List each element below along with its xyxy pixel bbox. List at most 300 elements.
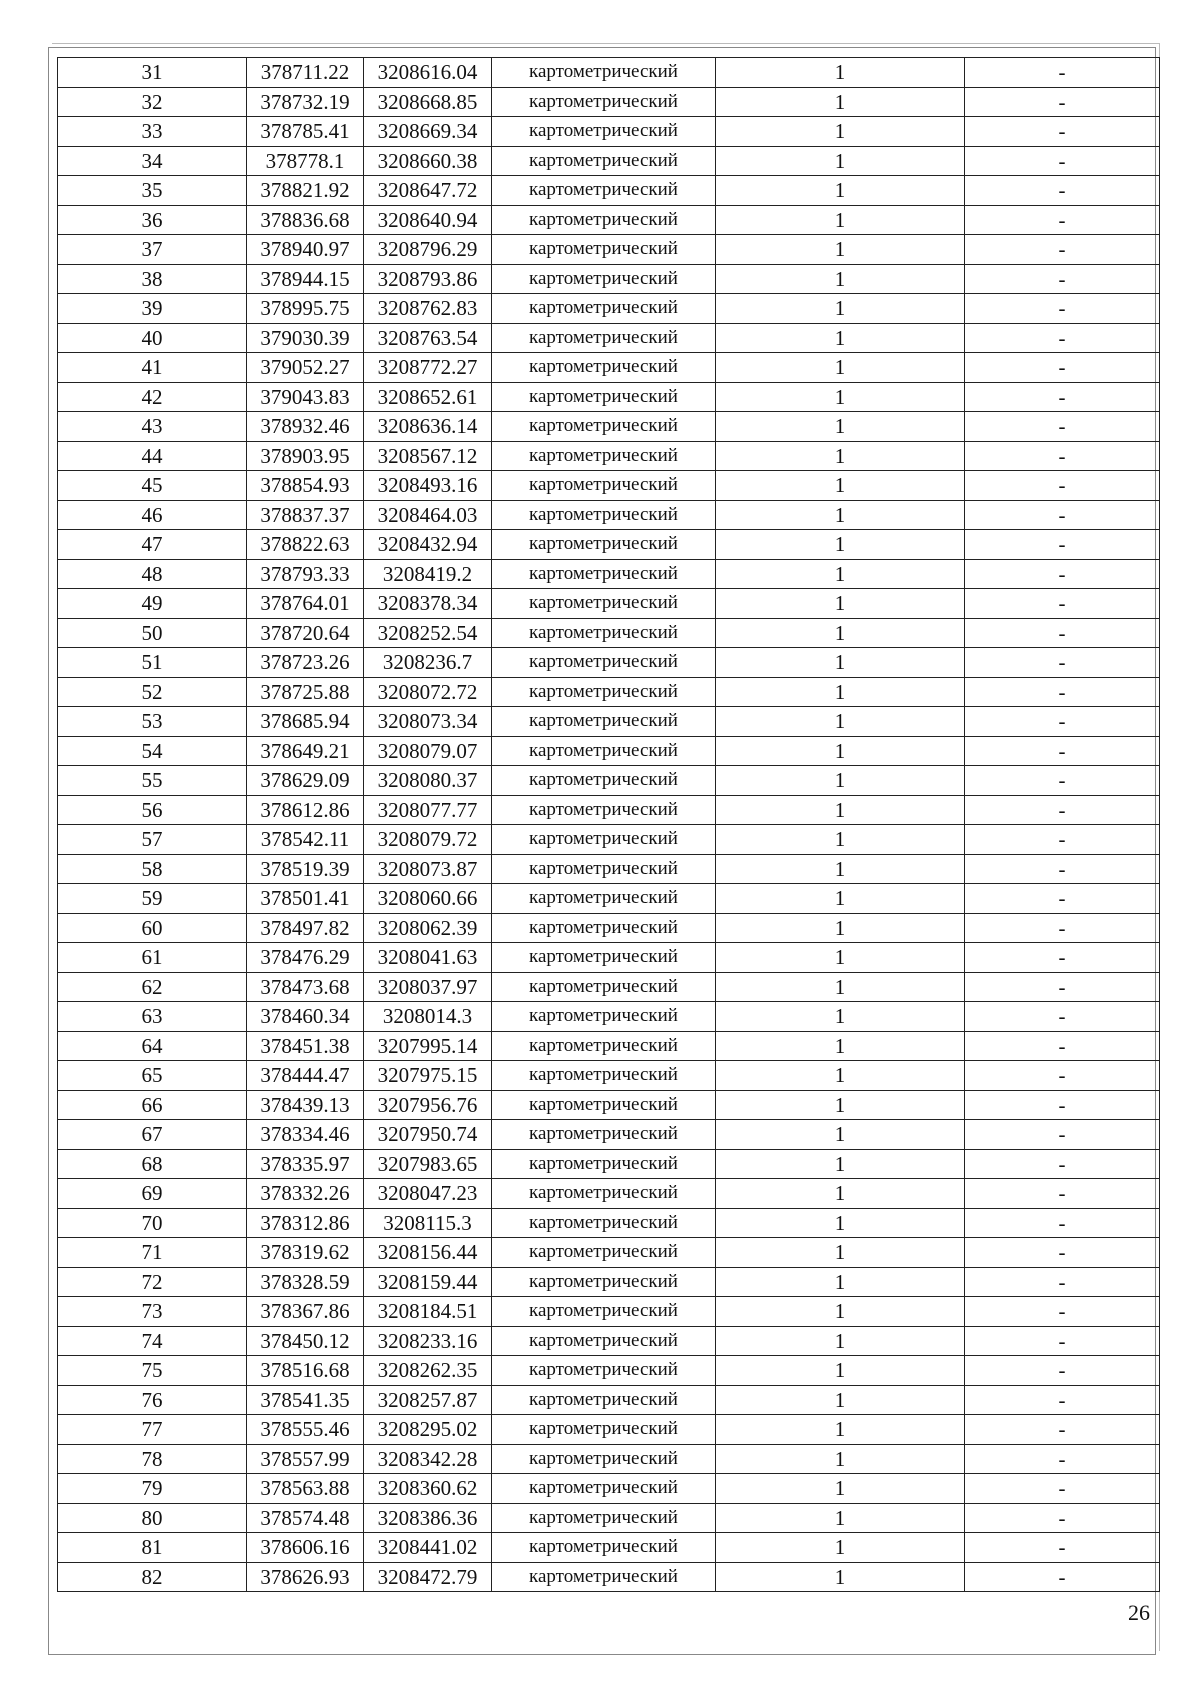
description-cell: -	[965, 1090, 1160, 1120]
point-number-cell: 39	[58, 294, 247, 324]
x-coordinate-cell: 378932.46	[247, 412, 364, 442]
x-coordinate-cell: 378720.64	[247, 618, 364, 648]
point-number-cell: 79	[58, 1474, 247, 1504]
x-coordinate-cell: 378501.41	[247, 884, 364, 914]
accuracy-cell: 1	[716, 1385, 965, 1415]
description-cell: -	[965, 972, 1160, 1002]
point-number-cell: 42	[58, 382, 247, 412]
method-cell: картометрический	[492, 766, 716, 796]
description-cell: -	[965, 117, 1160, 147]
y-coordinate-cell: 3208660.38	[364, 146, 492, 176]
y-coordinate-cell: 3208060.66	[364, 884, 492, 914]
table-row	[58, 825, 1160, 855]
table-row	[58, 146, 1160, 176]
description-cell: -	[965, 500, 1160, 530]
table-row	[58, 1326, 1160, 1356]
description-cell: -	[965, 176, 1160, 206]
table-row	[58, 1238, 1160, 1268]
x-coordinate-cell: 378555.46	[247, 1415, 364, 1445]
description-cell: -	[965, 1297, 1160, 1327]
accuracy-cell: 1	[716, 589, 965, 619]
accuracy-cell: 1	[716, 825, 965, 855]
accuracy-cell: 1	[716, 1149, 965, 1179]
method-cell: картометрический	[492, 1562, 716, 1592]
point-number-cell: 75	[58, 1356, 247, 1386]
accuracy-cell: 1	[716, 943, 965, 973]
y-coordinate-cell: 3208441.02	[364, 1533, 492, 1563]
point-number-cell: 76	[58, 1385, 247, 1415]
y-coordinate-cell: 3208159.44	[364, 1267, 492, 1297]
accuracy-cell: 1	[716, 1002, 965, 1032]
table-row	[58, 795, 1160, 825]
point-number-cell: 57	[58, 825, 247, 855]
table-row	[58, 294, 1160, 324]
method-cell: картометрический	[492, 87, 716, 117]
y-coordinate-cell: 3208616.04	[364, 58, 492, 88]
point-number-cell: 63	[58, 1002, 247, 1032]
x-coordinate-cell: 378476.29	[247, 943, 364, 973]
point-number-cell: 74	[58, 1326, 247, 1356]
table-row	[58, 559, 1160, 589]
description-cell: -	[965, 323, 1160, 353]
y-coordinate-cell: 3208077.77	[364, 795, 492, 825]
point-number-cell: 58	[58, 854, 247, 884]
x-coordinate-cell: 378854.93	[247, 471, 364, 501]
table-row	[58, 972, 1160, 1002]
description-cell: -	[965, 1444, 1160, 1474]
x-coordinate-cell: 378793.33	[247, 559, 364, 589]
point-number-cell: 31	[58, 58, 247, 88]
description-cell: -	[965, 1179, 1160, 1209]
table-row	[58, 1120, 1160, 1150]
description-cell: -	[965, 648, 1160, 678]
description-cell: -	[965, 1002, 1160, 1032]
accuracy-cell: 1	[716, 235, 965, 265]
accuracy-cell: 1	[716, 87, 965, 117]
method-cell: картометрический	[492, 58, 716, 88]
x-coordinate-cell: 378439.13	[247, 1090, 364, 1120]
x-coordinate-cell: 378473.68	[247, 972, 364, 1002]
y-coordinate-cell: 3207950.74	[364, 1120, 492, 1150]
x-coordinate-cell: 378319.62	[247, 1238, 364, 1268]
y-coordinate-cell: 3208636.14	[364, 412, 492, 442]
description-cell: -	[965, 412, 1160, 442]
y-coordinate-cell: 3208080.37	[364, 766, 492, 796]
method-cell: картометрический	[492, 117, 716, 147]
accuracy-cell: 1	[716, 559, 965, 589]
description-cell: -	[965, 825, 1160, 855]
description-cell: -	[965, 235, 1160, 265]
x-coordinate-cell: 378450.12	[247, 1326, 364, 1356]
y-coordinate-cell: 3208360.62	[364, 1474, 492, 1504]
point-number-cell: 71	[58, 1238, 247, 1268]
accuracy-cell: 1	[716, 441, 965, 471]
description-cell: -	[965, 471, 1160, 501]
point-number-cell: 35	[58, 176, 247, 206]
table-row	[58, 618, 1160, 648]
description-cell: -	[965, 1149, 1160, 1179]
accuracy-cell: 1	[716, 294, 965, 324]
description-cell: -	[965, 618, 1160, 648]
method-cell: картометрический	[492, 736, 716, 766]
x-coordinate-cell: 378822.63	[247, 530, 364, 560]
point-number-cell: 34	[58, 146, 247, 176]
method-cell: картометрический	[492, 913, 716, 943]
table-row	[58, 1002, 1160, 1032]
method-cell: картометрический	[492, 1326, 716, 1356]
method-cell: картометрический	[492, 677, 716, 707]
y-coordinate-cell: 3208079.72	[364, 825, 492, 855]
x-coordinate-cell: 378312.86	[247, 1208, 364, 1238]
x-coordinate-cell: 378519.39	[247, 854, 364, 884]
x-coordinate-cell: 378557.99	[247, 1444, 364, 1474]
table-row	[58, 382, 1160, 412]
method-cell: картометрический	[492, 323, 716, 353]
method-cell: картометрический	[492, 1297, 716, 1327]
y-coordinate-cell: 3207995.14	[364, 1031, 492, 1061]
method-cell: картометрический	[492, 589, 716, 619]
y-coordinate-cell: 3208257.87	[364, 1385, 492, 1415]
page-number: 26	[1128, 1600, 1150, 1625]
x-coordinate-cell: 378836.68	[247, 205, 364, 235]
method-cell: картометрический	[492, 176, 716, 206]
accuracy-cell: 1	[716, 677, 965, 707]
point-number-cell: 81	[58, 1533, 247, 1563]
accuracy-cell: 1	[716, 707, 965, 737]
method-cell: картометрический	[492, 294, 716, 324]
x-coordinate-cell: 378460.34	[247, 1002, 364, 1032]
accuracy-cell: 1	[716, 205, 965, 235]
x-coordinate-cell: 378940.97	[247, 235, 364, 265]
description-cell: -	[965, 1267, 1160, 1297]
description-cell: -	[965, 854, 1160, 884]
accuracy-cell: 1	[716, 530, 965, 560]
table-row	[58, 1267, 1160, 1297]
method-cell: картометрический	[492, 1474, 716, 1504]
table-row	[58, 707, 1160, 737]
point-number-cell: 70	[58, 1208, 247, 1238]
x-coordinate-cell: 378444.47	[247, 1061, 364, 1091]
x-coordinate-cell: 378837.37	[247, 500, 364, 530]
method-cell: картометрический	[492, 382, 716, 412]
description-cell: -	[965, 1326, 1160, 1356]
description-cell: -	[965, 913, 1160, 943]
x-coordinate-cell: 378629.09	[247, 766, 364, 796]
x-coordinate-cell: 378785.41	[247, 117, 364, 147]
method-cell: картометрический	[492, 1444, 716, 1474]
accuracy-cell: 1	[716, 412, 965, 442]
y-coordinate-cell: 3208493.16	[364, 471, 492, 501]
y-coordinate-cell: 3208073.87	[364, 854, 492, 884]
y-coordinate-cell: 3208156.44	[364, 1238, 492, 1268]
x-coordinate-cell: 379052.27	[247, 353, 364, 383]
description-cell: -	[965, 707, 1160, 737]
y-coordinate-cell: 3208567.12	[364, 441, 492, 471]
method-cell: картометрический	[492, 943, 716, 973]
x-coordinate-cell: 378563.88	[247, 1474, 364, 1504]
description-cell: -	[965, 589, 1160, 619]
description-cell: -	[965, 353, 1160, 383]
description-cell: -	[965, 884, 1160, 914]
point-number-cell: 53	[58, 707, 247, 737]
table-row	[58, 1385, 1160, 1415]
point-number-cell: 48	[58, 559, 247, 589]
point-number-cell: 43	[58, 412, 247, 442]
method-cell: картометрический	[492, 1120, 716, 1150]
accuracy-cell: 1	[716, 795, 965, 825]
method-cell: картометрический	[492, 235, 716, 265]
y-coordinate-cell: 3208041.63	[364, 943, 492, 973]
table-row	[58, 58, 1160, 88]
x-coordinate-cell: 378725.88	[247, 677, 364, 707]
x-coordinate-cell: 378451.38	[247, 1031, 364, 1061]
y-coordinate-cell: 3208342.28	[364, 1444, 492, 1474]
point-number-cell: 49	[58, 589, 247, 619]
accuracy-cell: 1	[716, 500, 965, 530]
table-row	[58, 648, 1160, 678]
x-coordinate-cell: 378542.11	[247, 825, 364, 855]
point-number-cell: 82	[58, 1562, 247, 1592]
y-coordinate-cell: 3208014.3	[364, 1002, 492, 1032]
point-number-cell: 68	[58, 1149, 247, 1179]
table-row	[58, 176, 1160, 206]
accuracy-cell: 1	[716, 1562, 965, 1592]
y-coordinate-cell: 3208262.35	[364, 1356, 492, 1386]
x-coordinate-cell: 378328.59	[247, 1267, 364, 1297]
table-row	[58, 353, 1160, 383]
description-cell: -	[965, 795, 1160, 825]
method-cell: картометрический	[492, 500, 716, 530]
description-cell: -	[965, 530, 1160, 560]
accuracy-cell: 1	[716, 648, 965, 678]
method-cell: картометрический	[492, 1179, 716, 1209]
coordinates-table-body	[58, 58, 1160, 1592]
y-coordinate-cell: 3208652.61	[364, 382, 492, 412]
table-row	[58, 884, 1160, 914]
point-number-cell: 69	[58, 1179, 247, 1209]
table-row	[58, 1297, 1160, 1327]
description-cell: -	[965, 1474, 1160, 1504]
table-row	[58, 913, 1160, 943]
table-row	[58, 441, 1160, 471]
point-number-cell: 61	[58, 943, 247, 973]
point-number-cell: 37	[58, 235, 247, 265]
table-row	[58, 677, 1160, 707]
point-number-cell: 78	[58, 1444, 247, 1474]
description-cell: -	[965, 146, 1160, 176]
description-cell: -	[965, 766, 1160, 796]
x-coordinate-cell: 378334.46	[247, 1120, 364, 1150]
table-row	[58, 235, 1160, 265]
table-row	[58, 471, 1160, 501]
x-coordinate-cell: 378606.16	[247, 1533, 364, 1563]
accuracy-cell: 1	[716, 1474, 965, 1504]
x-coordinate-cell: 378649.21	[247, 736, 364, 766]
table-row	[58, 943, 1160, 973]
accuracy-cell: 1	[716, 1356, 965, 1386]
x-coordinate-cell: 378944.15	[247, 264, 364, 294]
y-coordinate-cell: 3208037.97	[364, 972, 492, 1002]
description-cell: -	[965, 677, 1160, 707]
y-coordinate-cell: 3207983.65	[364, 1149, 492, 1179]
point-number-cell: 45	[58, 471, 247, 501]
x-coordinate-cell: 378821.92	[247, 176, 364, 206]
description-cell: -	[965, 441, 1160, 471]
y-coordinate-cell: 3208073.34	[364, 707, 492, 737]
y-coordinate-cell: 3208763.54	[364, 323, 492, 353]
accuracy-cell: 1	[716, 972, 965, 1002]
point-number-cell: 38	[58, 264, 247, 294]
description-cell: -	[965, 294, 1160, 324]
x-coordinate-cell: 378732.19	[247, 87, 364, 117]
accuracy-cell: 1	[716, 382, 965, 412]
description-cell: -	[965, 736, 1160, 766]
method-cell: картометрический	[492, 1090, 716, 1120]
method-cell: картометрический	[492, 795, 716, 825]
accuracy-cell: 1	[716, 471, 965, 501]
table-row	[58, 323, 1160, 353]
description-cell: -	[965, 382, 1160, 412]
x-coordinate-cell: 378332.26	[247, 1179, 364, 1209]
y-coordinate-cell: 3208062.39	[364, 913, 492, 943]
method-cell: картометрический	[492, 205, 716, 235]
accuracy-cell: 1	[716, 1415, 965, 1445]
point-number-cell: 36	[58, 205, 247, 235]
method-cell: картометрический	[492, 1031, 716, 1061]
description-cell: -	[965, 264, 1160, 294]
y-coordinate-cell: 3207975.15	[364, 1061, 492, 1091]
table-row	[58, 589, 1160, 619]
table-row	[58, 530, 1160, 560]
accuracy-cell: 1	[716, 353, 965, 383]
point-number-cell: 51	[58, 648, 247, 678]
y-coordinate-cell: 3208233.16	[364, 1326, 492, 1356]
point-number-cell: 77	[58, 1415, 247, 1445]
accuracy-cell: 1	[716, 1267, 965, 1297]
point-number-cell: 40	[58, 323, 247, 353]
table-row	[58, 1149, 1160, 1179]
description-cell: -	[965, 1238, 1160, 1268]
accuracy-cell: 1	[716, 146, 965, 176]
table-row	[58, 117, 1160, 147]
point-number-cell: 46	[58, 500, 247, 530]
table-row	[58, 1415, 1160, 1445]
method-cell: картометрический	[492, 1208, 716, 1238]
method-cell: картометрический	[492, 884, 716, 914]
accuracy-cell: 1	[716, 766, 965, 796]
description-cell: -	[965, 1562, 1160, 1592]
description-cell: -	[965, 1120, 1160, 1150]
point-number-cell: 67	[58, 1120, 247, 1150]
point-number-cell: 59	[58, 884, 247, 914]
x-coordinate-cell: 378626.93	[247, 1562, 364, 1592]
method-cell: картометрический	[492, 825, 716, 855]
point-number-cell: 62	[58, 972, 247, 1002]
table-row	[58, 1179, 1160, 1209]
y-coordinate-cell: 3208432.94	[364, 530, 492, 560]
description-cell: -	[965, 1356, 1160, 1386]
accuracy-cell: 1	[716, 1533, 965, 1563]
accuracy-cell: 1	[716, 58, 965, 88]
description-cell: -	[965, 1503, 1160, 1533]
description-cell: -	[965, 1061, 1160, 1091]
point-number-cell: 64	[58, 1031, 247, 1061]
table-row	[58, 1090, 1160, 1120]
table-row	[58, 1533, 1160, 1563]
method-cell: картометрический	[492, 707, 716, 737]
point-number-cell: 54	[58, 736, 247, 766]
x-coordinate-cell: 378711.22	[247, 58, 364, 88]
description-cell: -	[965, 1415, 1160, 1445]
y-coordinate-cell: 3208295.02	[364, 1415, 492, 1445]
method-cell: картометрический	[492, 972, 716, 1002]
y-coordinate-cell: 3208796.29	[364, 235, 492, 265]
method-cell: картометрический	[492, 1149, 716, 1179]
accuracy-cell: 1	[716, 1120, 965, 1150]
y-coordinate-cell: 3208793.86	[364, 264, 492, 294]
method-cell: картометрический	[492, 412, 716, 442]
x-coordinate-cell: 378778.1	[247, 146, 364, 176]
method-cell: картометрический	[492, 1267, 716, 1297]
point-number-cell: 66	[58, 1090, 247, 1120]
table-row	[58, 854, 1160, 884]
accuracy-cell: 1	[716, 264, 965, 294]
x-coordinate-cell: 379043.83	[247, 382, 364, 412]
method-cell: картометрический	[492, 1385, 716, 1415]
method-cell: картометрический	[492, 264, 716, 294]
x-coordinate-cell: 378612.86	[247, 795, 364, 825]
method-cell: картометрический	[492, 854, 716, 884]
y-coordinate-cell: 3208762.83	[364, 294, 492, 324]
x-coordinate-cell: 378541.35	[247, 1385, 364, 1415]
method-cell: картометрический	[492, 1002, 716, 1032]
x-coordinate-cell: 379030.39	[247, 323, 364, 353]
accuracy-cell: 1	[716, 884, 965, 914]
table-row	[58, 412, 1160, 442]
x-coordinate-cell: 378367.86	[247, 1297, 364, 1327]
accuracy-cell: 1	[716, 736, 965, 766]
accuracy-cell: 1	[716, 1238, 965, 1268]
method-cell: картометрический	[492, 1533, 716, 1563]
point-number-cell: 52	[58, 677, 247, 707]
y-coordinate-cell: 3208072.72	[364, 677, 492, 707]
description-cell: -	[965, 559, 1160, 589]
accuracy-cell: 1	[716, 323, 965, 353]
method-cell: картометрический	[492, 1415, 716, 1445]
description-cell: -	[965, 1208, 1160, 1238]
accuracy-cell: 1	[716, 1503, 965, 1533]
y-coordinate-cell: 3208647.72	[364, 176, 492, 206]
table-row	[58, 1474, 1160, 1504]
accuracy-cell: 1	[716, 117, 965, 147]
method-cell: картометрический	[492, 441, 716, 471]
y-coordinate-cell: 3208640.94	[364, 205, 492, 235]
y-coordinate-cell: 3208669.34	[364, 117, 492, 147]
accuracy-cell: 1	[716, 854, 965, 884]
table-row	[58, 1503, 1160, 1533]
point-number-cell: 60	[58, 913, 247, 943]
point-number-cell: 44	[58, 441, 247, 471]
y-coordinate-cell: 3208047.23	[364, 1179, 492, 1209]
method-cell: картометрический	[492, 471, 716, 501]
y-coordinate-cell: 3208772.27	[364, 353, 492, 383]
accuracy-cell: 1	[716, 1061, 965, 1091]
method-cell: картометрический	[492, 1238, 716, 1268]
x-coordinate-cell: 378516.68	[247, 1356, 364, 1386]
x-coordinate-cell: 378995.75	[247, 294, 364, 324]
accuracy-cell: 1	[716, 1179, 965, 1209]
description-cell: -	[965, 1031, 1160, 1061]
